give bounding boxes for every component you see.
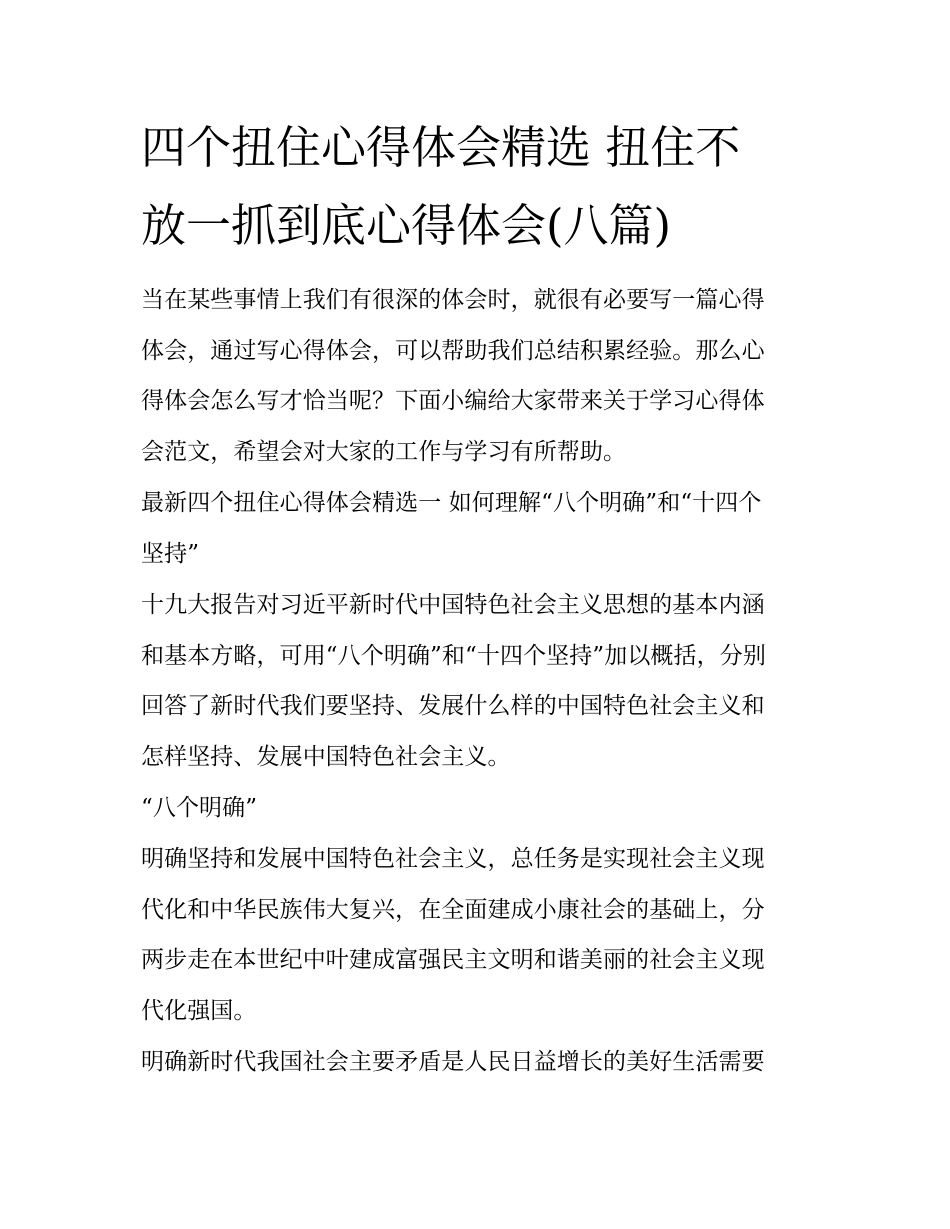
document-title-line-1: 四个扭住心得体会精选 扭住不 <box>141 121 741 174</box>
section-heading-line: 坚持” <box>141 541 200 567</box>
body-line: 和基本方略，可用“八个明确”和“十四个坚持”加以概括，分别 <box>141 643 766 669</box>
body-line: 怎样坚持、发展中国特色社会主义。 <box>141 744 511 770</box>
body-line: 明确坚持和发展中国特色社会主义，总任务是实现社会主义现 <box>141 846 765 872</box>
body-line: 会范文，希望会对大家的工作与学习有所帮助。 <box>141 439 627 465</box>
body-line: 明确新时代我国社会主要矛盾是人民日益增长的美好生活需要 <box>141 1049 765 1075</box>
body-line: 十九大报告对习近平新时代中国特色社会主义思想的基本内涵 <box>141 592 765 618</box>
subheading-line: “八个明确” <box>141 795 258 821</box>
body-line: 体会，通过写心得体会，可以帮助我们总结积累经验。那么心 <box>141 338 765 364</box>
section-heading-line: 最新四个扭住心得体会精选一 如何理解“八个明确”和“十四个 <box>141 490 762 516</box>
body-line: 回答了新时代我们要坚持、发展什么样的中国特色社会主义和 <box>141 693 765 719</box>
body-line: 代化强国。 <box>141 998 257 1024</box>
body-line: 两步走在本世纪中叶建成富强民主文明和谐美丽的社会主义现 <box>141 947 765 973</box>
body-line: 代化和中华民族伟大复兴，在全面建成小康社会的基础上，分 <box>141 897 765 923</box>
document-title-line-2: 放一抓到底心得体会(八篇) <box>141 199 672 252</box>
body-line: 得体会怎么写才恰当呢？下面小编给大家带来关于学习心得体 <box>141 388 765 414</box>
body-line: 当在某些事情上我们有很深的体会时，就很有必要写一篇心得 <box>141 287 765 313</box>
